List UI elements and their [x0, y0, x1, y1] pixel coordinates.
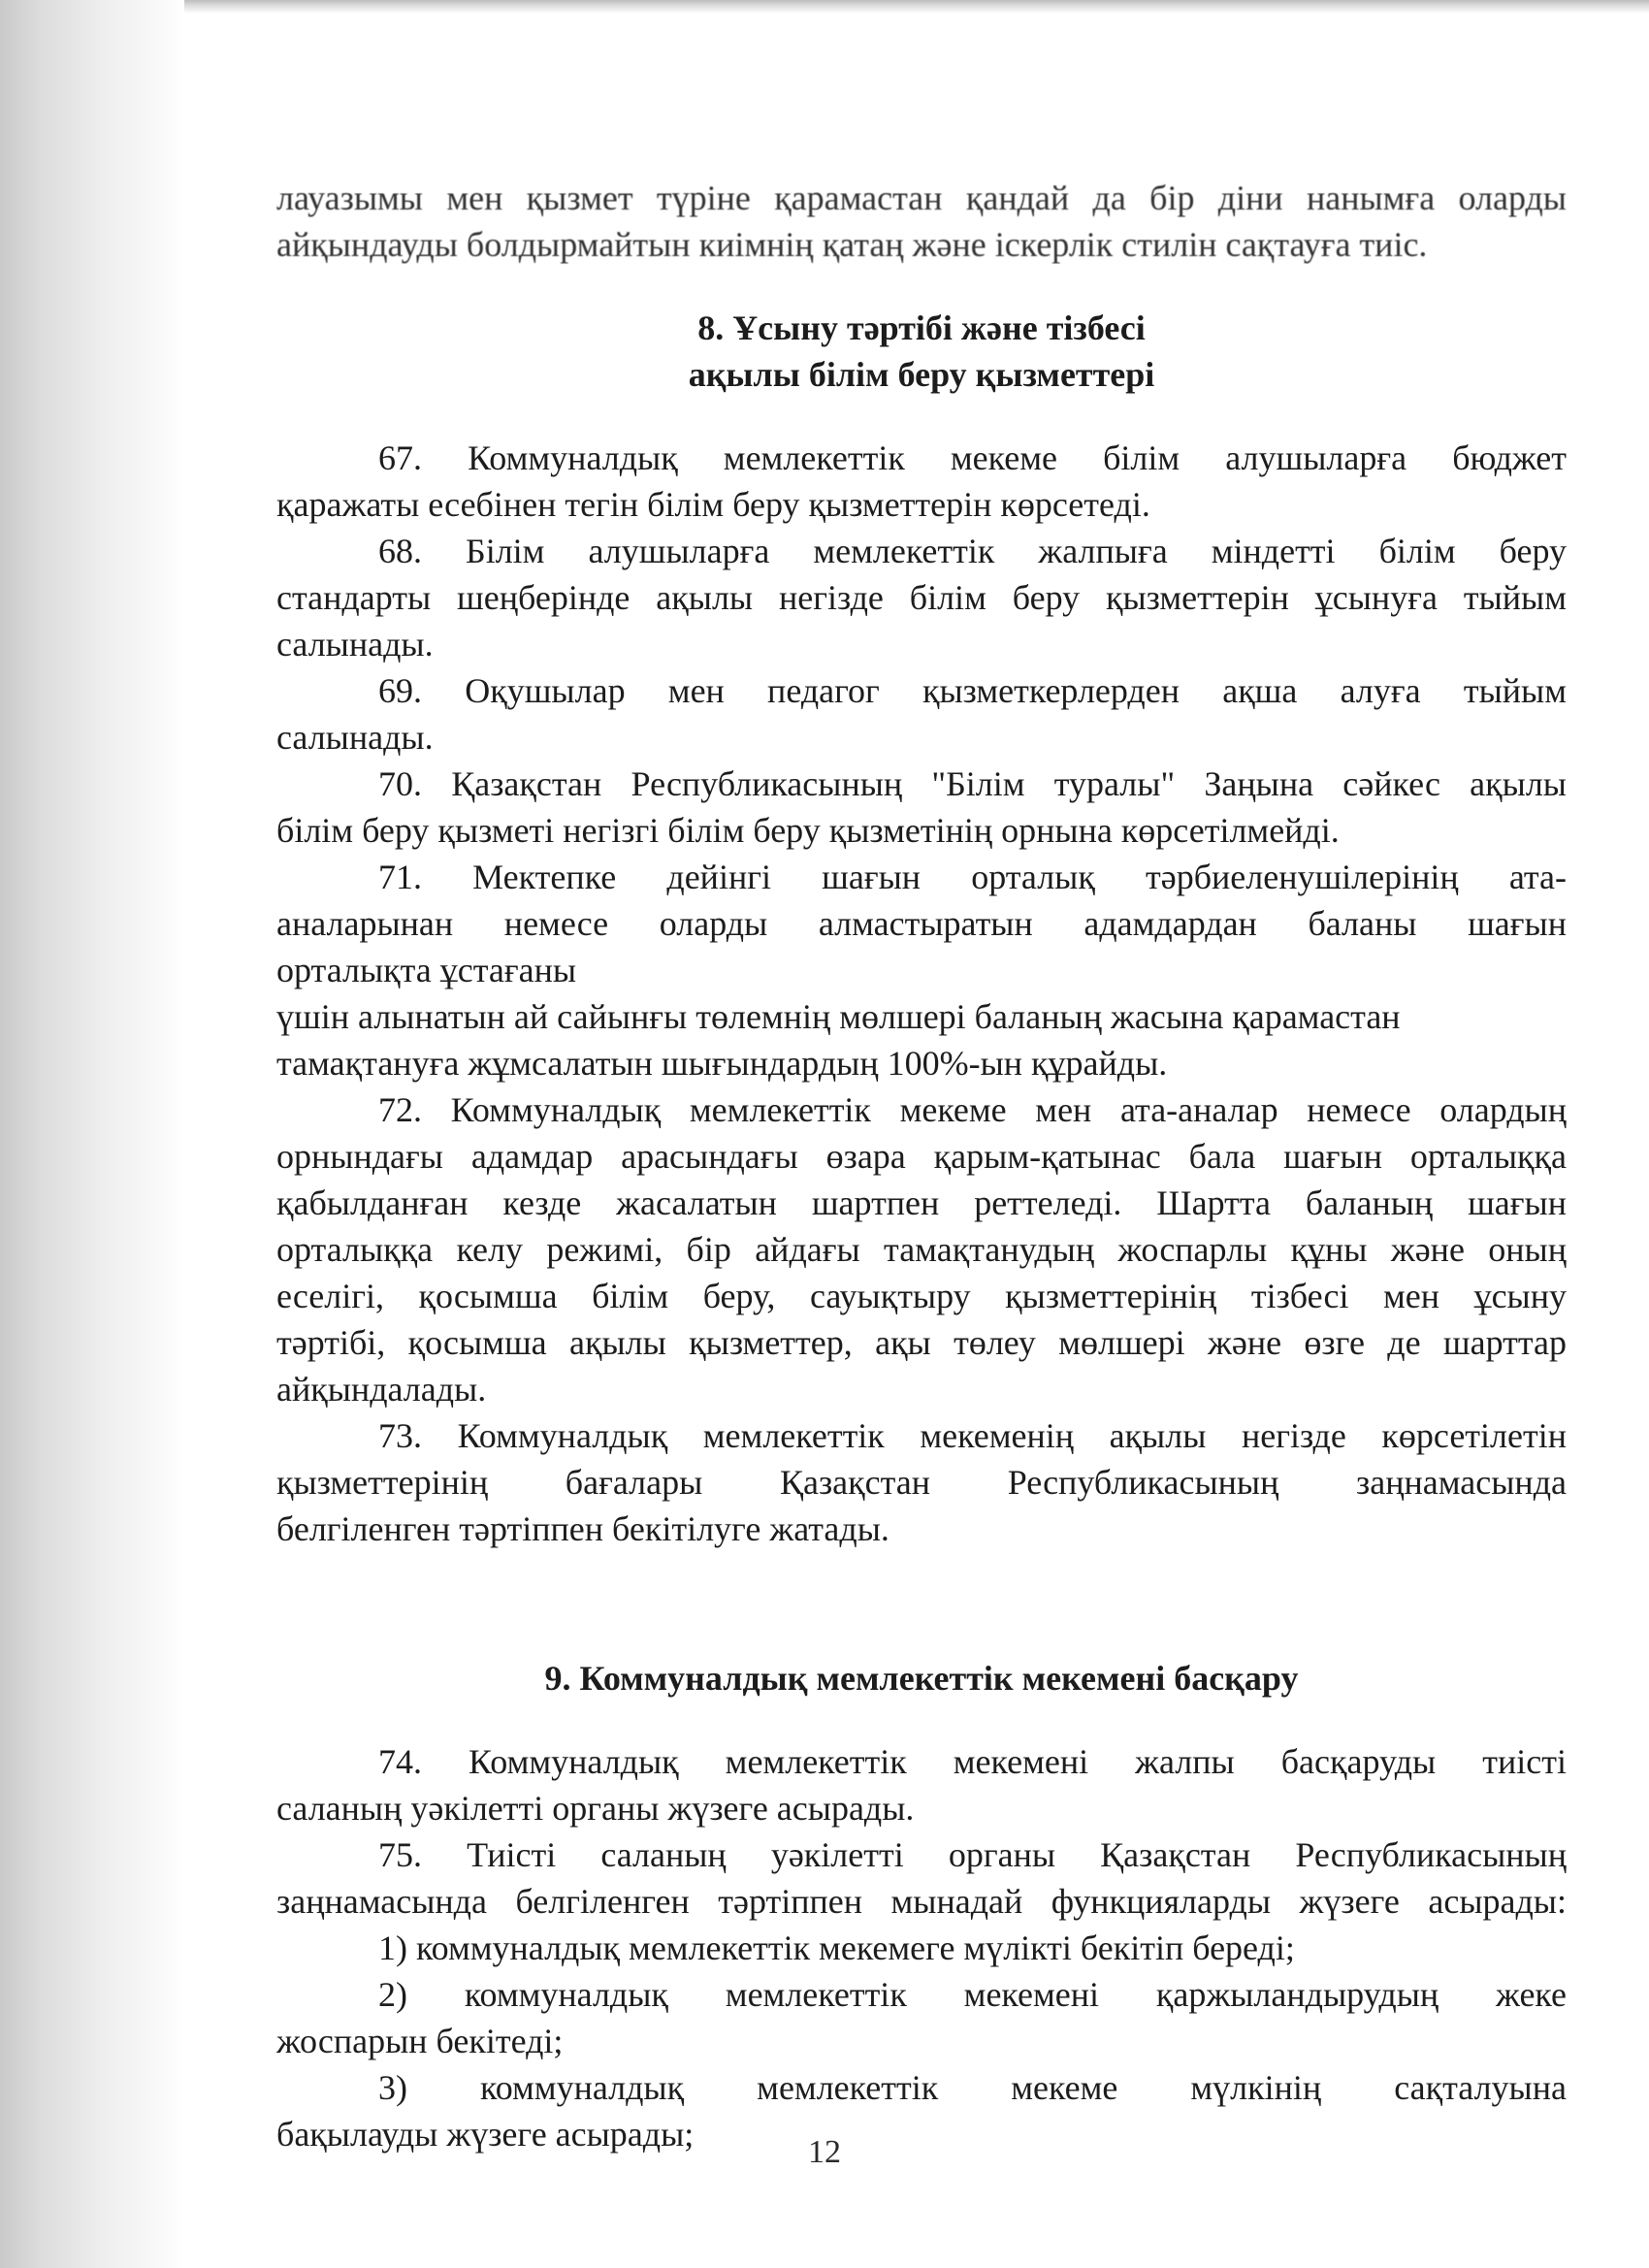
paragraph-73-line: қызметтерінің бағалары Қазақстан Республикасының заңнамасында: [276, 1463, 1567, 1502]
paragraph-72-line: 72. Коммуналдық мемлекеттік мекеме мен ата-аналар немесе олардың: [378, 1090, 1567, 1129]
section-9-body: [276, 1738, 1567, 2157]
page-number: 12: [808, 2134, 841, 2170]
paragraph-71-line: аналарынан немесе оларды алмастыратын адамдардан баланы шағын: [276, 904, 1567, 943]
paragraph-72-line: орнындағы адамдар арасындағы өзара қарым-қатынас бала шағын орталыққа: [276, 1137, 1567, 1176]
paragraph-69-line: салынады.: [276, 718, 434, 757]
paragraph-68-line: 68. Білім алушыларға мемлекеттік жалпыға міндетті білім беру: [378, 532, 1567, 570]
paragraph-68-line: салынады.: [276, 625, 434, 664]
paragraph-73-line: 73. Коммуналдық мемлекеттік мекеменің ақылы негізде көрсетілетін: [378, 1416, 1567, 1455]
paragraph-69-line: 69. Оқушылар мен педагог қызметкерлерден ақша алуға тыйым: [378, 671, 1567, 710]
text-line: айқындауды болдырмайтын киімнің қатаң және іскерлік стилін сақтауға тиіс.: [276, 225, 1428, 264]
section-8-body: [276, 435, 1567, 1552]
paragraph-72-line: айқындалады.: [276, 1370, 487, 1409]
paragraph-71-line: 71. Мектепке дейінгі шағын орталық тәрбиеленушілерінің ата-: [378, 858, 1567, 896]
scan-shadow-left: [0, 0, 184, 2268]
paragraph-67-line: қаражаты есебінен тегін білім беру қызметтерін көрсетеді.: [276, 485, 1150, 524]
paragraph-75-line: 75. Тиісті саланың уәкілетті органы Қазақстан Республикасының: [378, 1835, 1567, 1874]
paragraph-72-line: қабылданған кезде жасалатын шартпен реттеледі. Шартта баланың шағын: [276, 1183, 1567, 1222]
paragraph-74-line: саланың уәкілетті органы жүзеге асырады.: [276, 1789, 915, 1828]
text-line: лауазымы мен қызмет түріне қарамастан қандай да бір діни нанымға оларды: [276, 178, 1567, 217]
paragraph-73-line: белгіленген тәртіппен бекітілуге жатады.: [276, 1509, 889, 1548]
list-item-2-line: 2) коммуналдық мемлекеттік мекемені қаржыландырудың жеке: [378, 1975, 1567, 2014]
list-item-2-line: жоспарын бекітеді;: [276, 2022, 564, 2060]
paragraph-75-line: заңнамасында белгіленген тәртіппен мынадай функцияларды жүзеге асырады:: [276, 1882, 1567, 1921]
paragraph-72-line: тәртібі, қосымша ақылы қызметтер, ақы төлеу мөлшері және өзге де шарттар: [276, 1323, 1567, 1362]
paragraph-71-line: үшін алынатын ай сайынғы төлемнің мөлшері баланың жасына қарамастан: [276, 997, 1401, 1036]
paragraph-68-line: стандарты шеңберінде ақылы негізде білім беру қызметтерін ұсынуға тыйым: [276, 578, 1567, 617]
scan-shadow-top: [184, 0, 1649, 14]
list-item-3-line: 3) коммуналдық мемлекеттік мекеме мүлкінің сақталуына: [378, 2068, 1567, 2107]
paragraph-72-line: еселігі, қосымша білім беру, сауықтыру қызметтерінің тізбесі мен ұсыну: [276, 1277, 1567, 1315]
paragraph-74-line: 74. Коммуналдық мемлекеттік мекемені жалпы басқаруды тиісті: [378, 1742, 1567, 1781]
section-9-title: 9. Коммуналдық мемлекеттік мекемені басқару: [544, 1659, 1299, 1698]
intro-paragraph: [276, 175, 1567, 268]
document-page: [276, 175, 1567, 2157]
list-item-3-line: бақылауды жүзеге асырады;: [276, 2115, 695, 2154]
paragraph-72-line: орталыққа келу режимі, бір айдағы тамақтанудың жоспарлы құны және оның: [276, 1230, 1567, 1269]
paragraph-71-line: орталықта ұстағаны: [276, 951, 577, 989]
paragraph-67-line: 67. Коммуналдық мемлекеттік мекеме білім алушыларға бюджет: [378, 438, 1567, 477]
paragraph-71-line: тамақтануға жұмсалатын шығындардың 100%-ын құрайды.: [276, 1044, 1168, 1083]
section-8-title-line-1: 8. Ұсыну тәртібі және тізбесі: [697, 308, 1146, 347]
list-item-1: 1) коммуналдық мемлекеттік мекемеге мүлікті бекітіп береді;: [378, 1928, 1295, 1967]
section-8-title-line-2: ақылы білім беру қызметтері: [688, 355, 1155, 394]
paragraph-70-line: 70. Қазақстан Республикасының "Білім туралы" Заңына сәйкес ақылы: [378, 764, 1567, 803]
paragraph-70-line: білім беру қызметі негізгі білім беру қызметінің орнына көрсетілмейді.: [276, 811, 1340, 850]
